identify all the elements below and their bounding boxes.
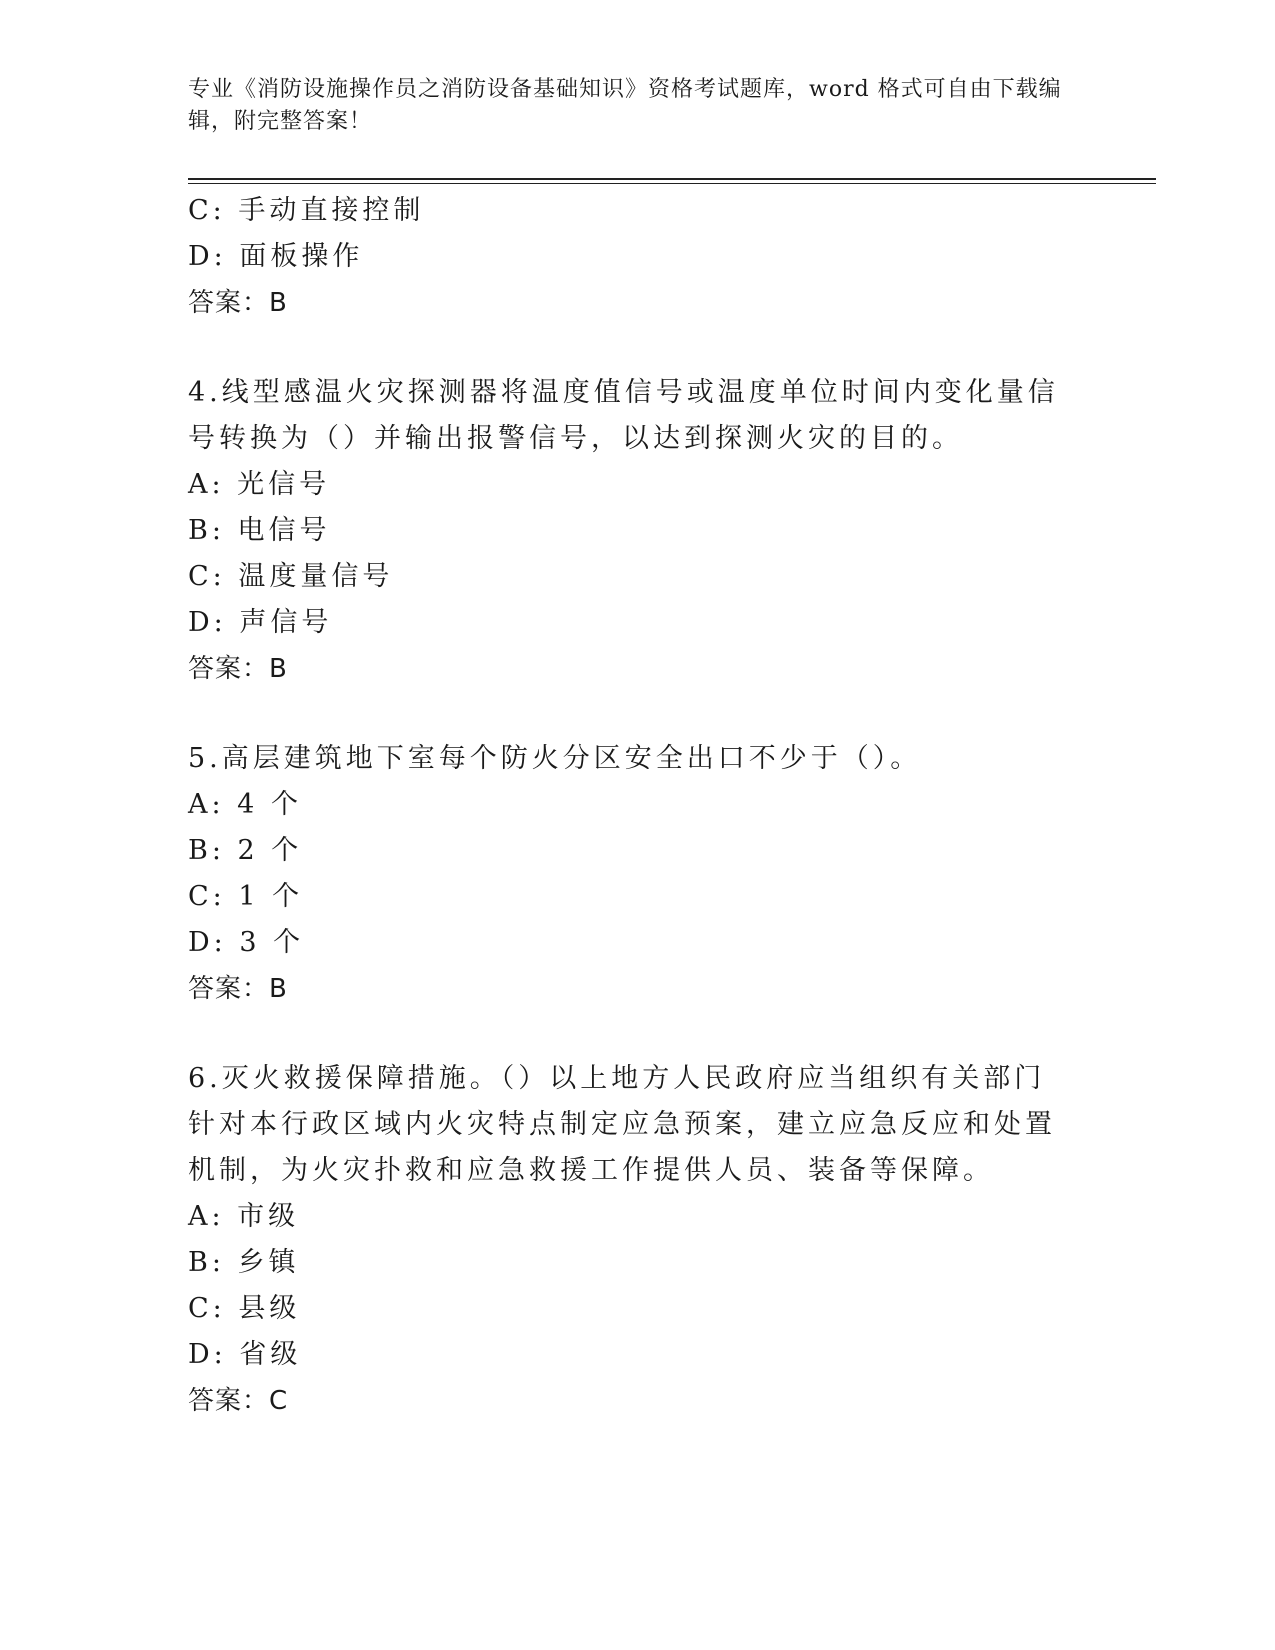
question-list (188, 188, 1068, 1424)
question-fragment (188, 188, 1068, 326)
option-a: A: 市级 (188, 1201, 300, 1232)
option-b: B: 乡镇 (188, 1247, 300, 1278)
answer-line: 答案：C (188, 1386, 289, 1416)
question-4 (188, 370, 1068, 692)
option-b: B: 2 个 (188, 835, 303, 866)
answer-line: 答案：B (188, 974, 288, 1004)
question-6 (188, 1056, 1068, 1424)
option-c: C: 温度量信号 (188, 561, 394, 592)
header-divider-thick (188, 178, 1156, 180)
header-divider-thin (188, 183, 1156, 184)
option-d: D: 面板操作 (188, 241, 364, 272)
option-c: C: 1 个 (188, 881, 304, 912)
option-a: A: 光信号 (188, 469, 331, 500)
option-d: D: 3 个 (188, 927, 305, 958)
spacer (188, 692, 1068, 736)
option-c: C: 手动直接控制 (188, 195, 425, 226)
option-a: A: 4 个 (188, 789, 302, 820)
question-5 (188, 736, 1068, 1012)
question-stem: 6.灭火救援保障措施。（）以上地方人民政府应当组织有关部门针对本行政区域内火灾特点制定应急预案，建立应急反应和处置机制，为火灾扑救和应急救援工作提供人员、装备等保障。 (188, 1063, 1056, 1186)
option-c: C: 县级 (188, 1293, 301, 1324)
page-header: 专业《消防设施操作员之消防设备基础知识》资格考试题库，word 格式可自由下载编辑，附完整答案！ (188, 77, 1062, 134)
answer-line: 答案：B (188, 288, 288, 318)
answer-line: 答案：B (188, 654, 288, 684)
spacer (188, 326, 1068, 370)
question-stem: 4.线型感温火灾探测器将温度值信号或温度单位时间内变化量信号转换为（）并输出报警信号，以达到探测火灾的目的。 (188, 377, 1059, 454)
option-b: B: 电信号 (188, 515, 331, 546)
option-d: D: 省级 (188, 1339, 302, 1370)
spacer (188, 1012, 1068, 1056)
option-d: D: 声信号 (188, 607, 333, 638)
question-stem: 5.高层建筑地下室每个防火分区安全出口不少于（）。 (188, 743, 922, 774)
